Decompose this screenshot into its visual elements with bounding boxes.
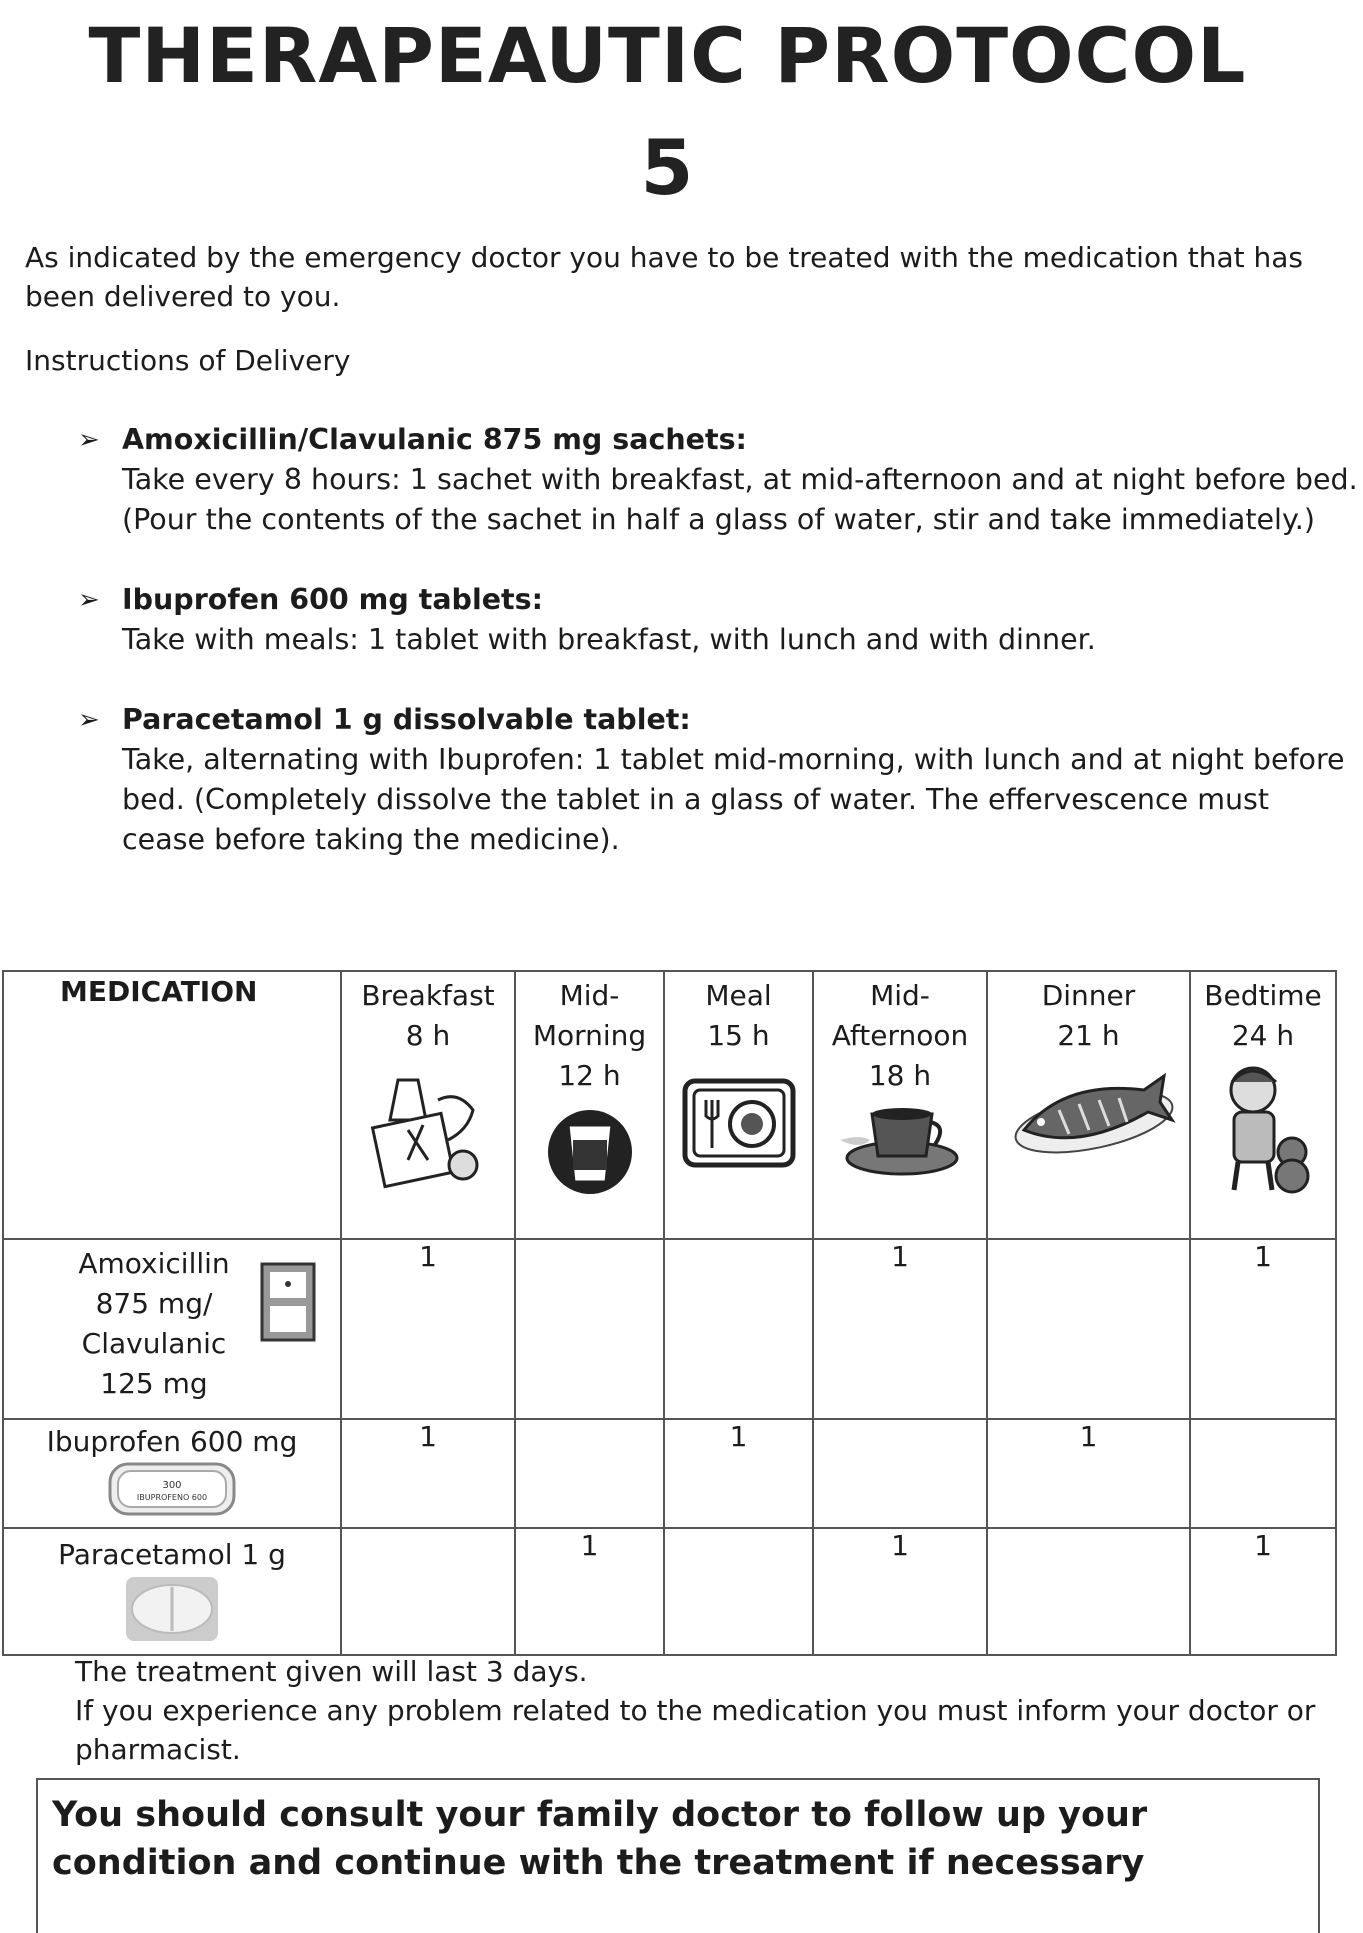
column-header-meal bbox=[664, 971, 813, 1239]
medication-name-line: 875 mg/ bbox=[95, 1287, 213, 1320]
dose-cell: 1 bbox=[1190, 1528, 1336, 1655]
dose-cell bbox=[664, 1528, 813, 1655]
dose-cell bbox=[515, 1239, 664, 1419]
column-time: 21 h bbox=[1057, 1019, 1120, 1052]
column-time: 24 h bbox=[1231, 1019, 1295, 1052]
column-header-dinner bbox=[987, 971, 1190, 1239]
medication-name: Ibuprofen 600 mg tablets: bbox=[122, 583, 544, 616]
dose-cell bbox=[341, 1528, 515, 1655]
pill-imprint-text: 300 bbox=[162, 1480, 182, 1491]
medication-name-line: Amoxicillin bbox=[78, 1247, 230, 1280]
table-row bbox=[3, 1239, 1336, 1419]
medication-name-line: 125 mg bbox=[100, 1367, 208, 1400]
effervescent-tablet-icon bbox=[124, 1575, 220, 1643]
medication-cell bbox=[3, 1528, 341, 1655]
medication-instructions: Take every 8 hours: 1 sachet with breakfast, at mid-afternoon and at night before bed. (Pour the contents of the sachet in half a glass of water, stir and take immediately.) bbox=[122, 463, 1358, 536]
column-time: 15 h bbox=[707, 1019, 770, 1052]
dose-cell: 1 bbox=[664, 1419, 813, 1528]
column-label: Meal bbox=[705, 979, 772, 1012]
child-teddy-icon bbox=[1208, 1060, 1318, 1200]
bullet-arrow-icon: ➢ bbox=[78, 705, 100, 735]
table-row bbox=[3, 1419, 1336, 1528]
list-item bbox=[78, 420, 1358, 540]
list-item bbox=[78, 700, 1358, 860]
column-header-mid-afternoon bbox=[813, 971, 987, 1239]
medication-list bbox=[78, 420, 1358, 900]
column-time: 18 h bbox=[868, 1059, 932, 1092]
column-time: 12 h bbox=[558, 1059, 621, 1092]
coffee-cup-icon bbox=[830, 1100, 970, 1180]
column-header-bedtime bbox=[1190, 971, 1336, 1239]
dose-cell bbox=[813, 1419, 987, 1528]
consult-notice-box bbox=[36, 1778, 1320, 1933]
dose-cell bbox=[1190, 1419, 1336, 1528]
dose-cell: 1 bbox=[813, 1239, 987, 1419]
title-line-2: 5 bbox=[640, 123, 695, 212]
problem-notice-text: If you experience any problem related to the medication you must inform your doctor or pharmacist. bbox=[75, 1694, 1316, 1766]
column-label: Mid- bbox=[870, 979, 930, 1012]
medication-name-line: Paracetamol 1 g bbox=[58, 1538, 286, 1571]
medication-header-label: MEDICATION bbox=[60, 975, 258, 1008]
dose-cell: 1 bbox=[341, 1239, 515, 1419]
treatment-duration-text: The treatment given will last 3 days. bbox=[75, 1655, 588, 1688]
delivery-heading: Instructions of Delivery bbox=[25, 344, 351, 377]
column-header-breakfast bbox=[341, 971, 515, 1239]
column-label: Bedtime bbox=[1204, 979, 1322, 1012]
medication-column-header bbox=[3, 971, 341, 1239]
bullet-arrow-icon: ➢ bbox=[78, 425, 100, 455]
column-label: Morning bbox=[532, 1019, 647, 1052]
medication-cell bbox=[3, 1239, 341, 1419]
dose-cell: 1 bbox=[515, 1528, 664, 1655]
dose-cell bbox=[987, 1239, 1190, 1419]
column-label: Mid- bbox=[559, 979, 620, 1012]
bullet-arrow-icon: ➢ bbox=[78, 585, 100, 615]
medication-name: Amoxicillin/Clavulanic 875 mg sachets: bbox=[122, 423, 747, 456]
dose-cell: 1 bbox=[1190, 1239, 1336, 1419]
drink-cup-icon bbox=[540, 1100, 640, 1200]
meal-plate-icon bbox=[682, 1078, 796, 1168]
column-label: Afternoon bbox=[831, 1019, 969, 1052]
medication-cell bbox=[3, 1419, 341, 1528]
table-header-row bbox=[3, 971, 1336, 1239]
page-title bbox=[0, 0, 1335, 224]
dose-cell: 1 bbox=[987, 1419, 1190, 1528]
list-item bbox=[78, 580, 1358, 660]
dose-cell: 1 bbox=[341, 1419, 515, 1528]
column-label: Breakfast bbox=[361, 979, 495, 1012]
medication-name-line: Ibuprofen 600 mg bbox=[46, 1425, 298, 1458]
column-header-mid-morning bbox=[515, 971, 664, 1239]
breakfast-icon bbox=[368, 1060, 488, 1200]
dose-cell: 1 bbox=[813, 1528, 987, 1655]
intro-paragraph: As indicated by the emergency doctor you have to be treated with the medication that has been delivered to you. bbox=[25, 241, 1303, 313]
column-label: Dinner bbox=[1041, 979, 1136, 1012]
title-line-1: THERAPEAUTIC PROTOCOL bbox=[88, 11, 1247, 100]
pill-imprint-text: IBUPROFENO 600 bbox=[136, 1493, 208, 1502]
sachet-icon bbox=[260, 1262, 316, 1342]
dose-cell bbox=[987, 1528, 1190, 1655]
medication-instructions: Take with meals: 1 tablet with breakfast, with lunch and with dinner. bbox=[122, 623, 1096, 656]
dose-cell bbox=[515, 1419, 664, 1528]
medication-name-line: Clavulanic bbox=[81, 1327, 227, 1360]
medication-name: Paracetamol 1 g dissolvable tablet: bbox=[122, 703, 691, 736]
table-row bbox=[3, 1528, 1336, 1655]
column-time: 8 h bbox=[405, 1019, 451, 1052]
dose-cell bbox=[664, 1239, 813, 1419]
treatment-footer bbox=[75, 1652, 1345, 1769]
consult-notice-text: You should consult your family doctor to follow up your condition and continue with the treatment if necessary bbox=[52, 1795, 1148, 1883]
schedule-table bbox=[2, 970, 1337, 1656]
tablet-icon bbox=[108, 1462, 236, 1516]
fish-dish-icon bbox=[999, 1060, 1179, 1170]
medication-instructions: Take, alternating with Ibuprofen: 1 tablet mid-morning, with lunch and at night before bed. (Completely dissolve the tablet in a glass of water. The effervescence must cease before taking the medicine). bbox=[122, 743, 1345, 856]
